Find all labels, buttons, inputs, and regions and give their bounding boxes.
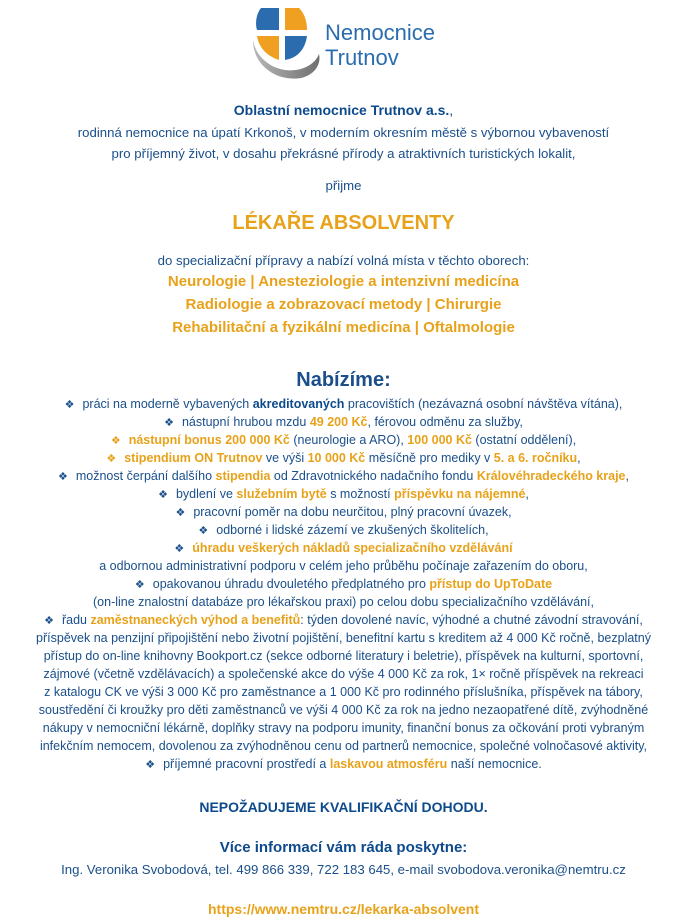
offer-item-continued: infekčním nemocem, dovolenou za zvýhodněnou cenu od partnerů nemocnice, společné volnočasové aktivity, <box>39 739 648 753</box>
offer-item-continued: soustředění či kroužky pro děti zaměstnanců ve výši 4 000 Kč za rok na jedno nezaopatřené dítě, zvýhodněné <box>38 703 649 717</box>
website-link[interactable]: https://www.nemtru.cz/lekarka-absolvent <box>208 901 479 917</box>
intro-line-2: pro příjemný život, v dosahu překrásné přírody a atraktivních turistických lokalit, <box>111 146 576 161</box>
contact-line[interactable]: Ing. Veronika Svobodová, tel. 499 866 339, 722 183 645, e-mail svobodova.veronika@nemtru.cz <box>61 862 626 877</box>
bullet-icon: ❖ <box>174 543 185 555</box>
bullet-icon: ❖ <box>164 417 174 429</box>
offer-title: Nabízíme: <box>296 369 391 391</box>
offer-item: ❖ nástupní hrubou mzdu 49 200 Kč, férovou odměnu za služby, <box>164 415 523 429</box>
offer-item: ❖ opakovanou úhradu dvouletého předplatného pro přístup do UpToDate <box>134 577 553 591</box>
offer-item-continued: zájmové (včetně vzdělávacích) a společenské akce do výše 4 000 Kč za rok, 1× ročně příspěvek na rekreaci <box>43 667 644 681</box>
offer-item-continued: a odbornou administrativní podporu v celém jeho průběhu počínaje zařazením do oboru, <box>99 559 588 573</box>
offer-item: ❖ řadu zaměstnaneckých výhod a benefitů: týden dovolené navíc, výhodné a chutné závodní stravování, <box>44 613 643 627</box>
bullet-icon: ❖ <box>106 453 117 465</box>
bullet-icon: ❖ <box>57 471 68 483</box>
offer-item-continued: nákupy v nemocniční lékárně, doplňky stravy na podporu imunity, finanční bonus za očkování proti vybraným <box>42 721 645 735</box>
bullet-icon: ❖ <box>175 507 186 519</box>
offer-item: ❖ příjemné pracovní prostředí a laskavou atmosféru naší nemocnice. <box>145 757 542 771</box>
offer-item: ❖ pracovní poměr na dobu neurčitou, plný pracovní úvazek, <box>175 505 512 519</box>
no-qualification-note: NEPOŽADUJEME KVALIFIKAČNÍ DOHODU. <box>199 799 488 815</box>
org-name: Oblastní nemocnice Trutnov a.s. <box>233 102 450 118</box>
field-line-3: Rehabilitační a fyzikální medicína | Oftalmologie <box>172 319 515 336</box>
intro-hires: přijme <box>325 178 362 193</box>
bullet-icon: ❖ <box>44 615 54 627</box>
logo-cross-icon <box>247 4 323 84</box>
contact-title: Více informací vám ráda poskytne: <box>219 839 468 856</box>
offer-item-continued: příspěvek na penzijní připojištění nebo životní pojištění, benefitní kartu s kreditem až 4 000 Kč ročně, bezplatný <box>36 631 651 645</box>
offer-item: ❖ bydlení ve služebním bytě s možností příspěvku na nájemné, <box>158 487 529 501</box>
logo-wordmark <box>325 20 435 70</box>
logo-line-1: Nemocnice <box>325 20 436 45</box>
offer-item: ❖ stipendium ON Trutnov ve výši 10 000 Kč měsíčně pro mediky v 5. a 6. ročníku, <box>106 451 581 465</box>
fields-intro: do specializační přípravy a nabízí volná místa v těchto oborech: <box>157 253 530 268</box>
offer-item-continued: přístup do on-line knihovny Bookport.cz (sekce odborné literatury i beletrie), příspěvek na kulturní, sportovní, <box>43 649 644 663</box>
offer-item-continued: (on-line znalostní databáze pro lékařskou praxi) po celou dobu specializačního vzdělávání, <box>93 595 594 609</box>
headline: LÉKAŘE ABSOLVENTY <box>232 212 455 234</box>
field-line-1: Neurologie | Anesteziologie a intenzivní medicína <box>167 273 520 290</box>
offer-item: ❖ možnost čerpání dalšího stipendia od Zdravotnického nadačního fondu Královéhradeckého kraje, <box>57 469 629 483</box>
offer-item: ❖ práci na moderně vybavených akreditovaných pracovištích (nezávazná osobní návštěva vítána), <box>64 397 623 411</box>
bullet-icon: ❖ <box>158 489 168 501</box>
offer-item: ❖ odborné i lidské zázemí ve zkušených školitelích, <box>198 523 489 537</box>
bullet-icon: ❖ <box>198 525 209 537</box>
hospital-logo <box>247 4 436 84</box>
bullet-icon: ❖ <box>64 399 75 411</box>
offer-item-continued: z katalogu CK ve výši 3 000 Kč pro zaměstnance a 1 000 Kč pro rodinného příslušníka, příspěvek na tábory, <box>44 685 643 699</box>
offer-item: ❖ nástupní bonus 200 000 Kč (neurologie a ARO), 100 000 Kč (ostatní oddělení), <box>110 433 577 447</box>
bullet-icon: ❖ <box>110 435 121 447</box>
field-line-2: Radiologie a zobrazovací metody | Chirurgie <box>185 296 502 313</box>
bullet-icon: ❖ <box>145 759 156 771</box>
logo-line-2: Trutnov <box>325 45 399 70</box>
offer-item: ❖ úhradu veškerých nákladů specializačního vzdělávání <box>174 541 513 555</box>
bullet-icon: ❖ <box>134 579 145 591</box>
intro-line-1: rodinná nemocnice na úpatí Krkonoš, v moderním okresním městě s výbornou vybaveností <box>77 125 610 140</box>
intro-org-line: Oblastní nemocnice Trutnov a.s., <box>233 102 454 118</box>
